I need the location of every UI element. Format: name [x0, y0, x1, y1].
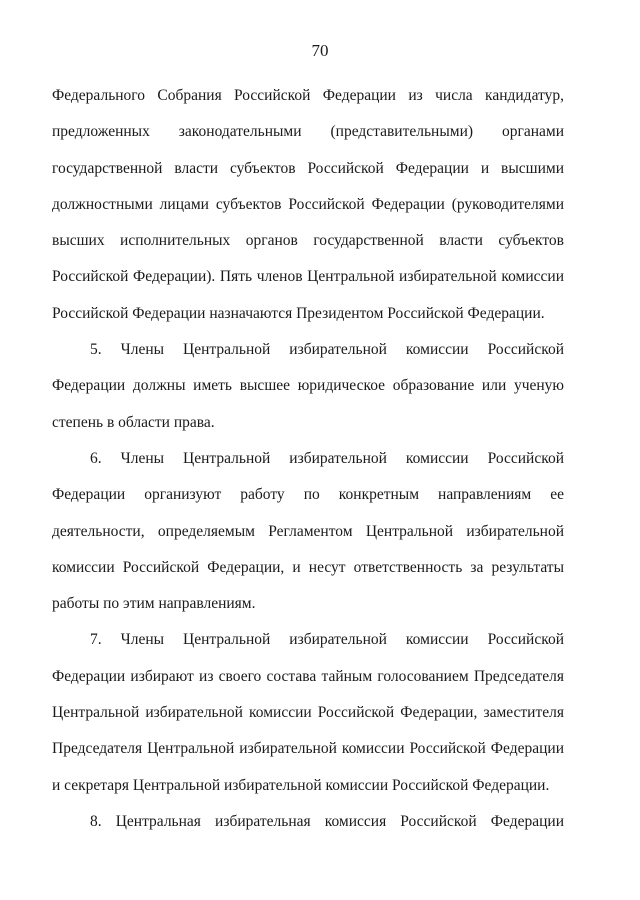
page-number: 70 [311, 41, 329, 60]
paragraph-item-6: 6. Члены Центральной избирательной комиссии Российской Федерации организуют работу по конкретным направлениям ее деятельности, определяемым Регламентом Центральной избирательной комиссии Российской Федерации, и несут ответственность за результаты работы по этим направлениям. [52, 449, 564, 613]
paragraph-continuation: Федерального Собрания Российской Федерации из числа кандидатур, предложенных законодательными (представительными) органами государственной власти субъектов Российской Федерации и высшими должностными лицами субъектов Российской Федерации (руководителями высших исполнительных органов государственной власти субъектов Российской Федерации). Пять членов Центральной избирательной комиссии Российской Федерации назначаются Президентом Российской Федерации. [52, 87, 564, 322]
paragraph-item-8: 8. Центральная избирательная комиссия Российской Федерации [90, 812, 564, 830]
document-body [52, 78, 564, 840]
paragraph-item-5: 5. Члены Центральной избирательной комиссии Российской Федерации должны иметь высшее юридическое образование или ученую степень в области права. [52, 341, 564, 431]
paragraph-item-7: 7. Члены Центральной избирательной комиссии Российской Федерации избирают из своего состава тайным голосованием Председателя Центральной избирательной комиссии Российской Федерации, заместителя Председателя Центральной избирательной комиссии Российской Федерации и секретаря Центральной избирательной комиссии Российской Федерации. [52, 631, 564, 794]
